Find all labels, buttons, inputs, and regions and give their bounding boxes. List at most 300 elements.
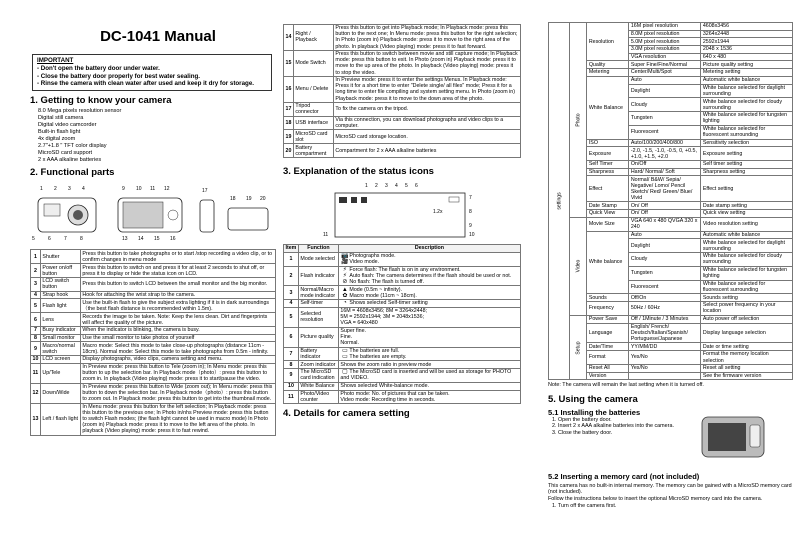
part-name: Busy indicator bbox=[40, 327, 80, 335]
callout-7: 7 bbox=[64, 236, 67, 243]
status-icon: ✿ bbox=[342, 292, 348, 299]
part-number: 20 bbox=[284, 144, 294, 158]
callout-13: 13 bbox=[122, 236, 128, 243]
setting-name: White balance bbox=[587, 231, 629, 294]
small-monitor bbox=[44, 204, 60, 216]
part-description: Use the small monitor to take photos of yourself bbox=[80, 334, 275, 342]
callout-17: 17 bbox=[202, 188, 208, 195]
status-description bbox=[338, 327, 520, 347]
setting-description: Picture quality setting bbox=[701, 61, 793, 69]
table-row bbox=[284, 102, 521, 116]
table-row bbox=[31, 356, 276, 364]
setting-option: Center/Multi/Spot bbox=[629, 69, 701, 77]
part-description: Press this button to switch LCD between the small monitor and the big monitor. bbox=[80, 278, 275, 292]
settings-row bbox=[549, 217, 793, 231]
status-description bbox=[338, 300, 520, 308]
dpad bbox=[168, 210, 178, 220]
column-middle bbox=[283, 0, 521, 552]
status-function: Zoom indicator bbox=[298, 361, 338, 369]
settings-note: Note: The camera will remain the last setting when it is turned off. bbox=[548, 382, 704, 389]
part-number: 2 bbox=[31, 264, 41, 278]
status-description-text: 5M = 2592x1944; 3M = 2048x1536; bbox=[340, 314, 425, 321]
status-description-line bbox=[340, 362, 518, 368]
status-function: Photo/Video counter bbox=[298, 390, 338, 404]
status-callout-3: 3 bbox=[385, 183, 388, 190]
part-number: 19 bbox=[284, 130, 294, 144]
part-number: 7 bbox=[31, 327, 41, 335]
callout-5: 5 bbox=[32, 236, 35, 243]
status-item-number: 2 bbox=[284, 266, 299, 286]
setting-option: YY/MM/DD bbox=[629, 343, 701, 351]
column-left bbox=[30, 0, 276, 552]
status-function: Flash indicator bbox=[298, 266, 338, 286]
section-heading-3: 3. Explanation of the status icons bbox=[283, 166, 434, 178]
callout-6: 6 bbox=[48, 236, 51, 243]
memory-steps bbox=[552, 503, 793, 510]
status-description-text: Photo mode: No. of pictures that can be taken. bbox=[340, 390, 450, 397]
status-description-line bbox=[340, 383, 518, 389]
section-heading-1: 1. Getting to know your camera bbox=[30, 95, 172, 107]
part-name: Menu / Delete bbox=[293, 76, 333, 102]
setting-option: Daylight bbox=[629, 239, 701, 253]
setting-description: White balance selected for tungsten lighting bbox=[701, 266, 793, 280]
setting-description: Automatic white balance bbox=[701, 231, 793, 239]
lcd-screen bbox=[123, 202, 163, 228]
status-description-text: 16M = 4608x3456; 8M = 3264x2448; bbox=[340, 308, 427, 315]
status-description bbox=[338, 382, 520, 390]
part-number: 1 bbox=[31, 250, 41, 264]
section-heading-5: 5. Using the camera bbox=[548, 393, 638, 405]
feature-item: 2 x AAA alkaline batteries bbox=[38, 156, 102, 163]
part-name: Right / Playback bbox=[293, 25, 333, 51]
status-description-text: VGA = 640x480 bbox=[340, 320, 378, 327]
setting-name: Format bbox=[587, 351, 629, 365]
status-description-text: Shows selected White-balance mode. bbox=[340, 383, 430, 390]
part-description: To fix the camera on the tripod. bbox=[333, 102, 520, 116]
feature-item: 4x digital zoom bbox=[38, 135, 76, 142]
status-icon: ◔ bbox=[343, 300, 347, 307]
part-description: MicroSD card storage location. bbox=[333, 130, 520, 144]
status-description-text: Video mode: Recording time in seconds. bbox=[340, 396, 436, 403]
settings-group-cell bbox=[549, 23, 570, 380]
part-number: 14 bbox=[284, 25, 294, 51]
setting-name: Metering bbox=[587, 69, 629, 77]
status-item-number: 6 bbox=[284, 327, 299, 347]
setting-option: On/Off bbox=[629, 161, 701, 169]
status-description-text: Normal. bbox=[340, 340, 359, 347]
part-description: When the indicator is blinking, the camera is busy. bbox=[80, 327, 275, 335]
setting-name: Quality bbox=[587, 61, 629, 69]
camera-side bbox=[200, 200, 214, 232]
callout-9: 9 bbox=[122, 186, 125, 193]
macro-icon bbox=[361, 197, 367, 203]
part-number: 6 bbox=[31, 313, 41, 327]
part-name: Small monitor bbox=[40, 334, 80, 342]
table-row bbox=[31, 327, 276, 335]
setting-option: Yes/No bbox=[629, 364, 701, 372]
part-name: LCD switch button bbox=[40, 278, 80, 292]
setting-option: Off / 1Minute / 3 Minutes bbox=[629, 315, 701, 323]
setting-description: White balance selected for cloudy surrounding bbox=[701, 98, 793, 112]
battery-icon bbox=[449, 197, 459, 202]
setting-description: 640 x 480 bbox=[701, 53, 793, 61]
callout-19: 19 bbox=[246, 196, 252, 203]
camera-diagram bbox=[30, 180, 276, 244]
status-description bbox=[338, 252, 520, 266]
feature-item: Digital still camera bbox=[38, 115, 84, 122]
status-function: Battery indicator bbox=[298, 347, 338, 361]
part-number: 11 bbox=[31, 363, 41, 383]
part-description: Press this button to get into Playback mode; In Playback mode: press this button to the next one; In Menu mode: press this button for the right selection; In Photo (zoom in) Playback mode: press it to move to the right area of the photo. In playback (Video playing) mode: press it to fast forward. bbox=[333, 25, 520, 51]
status-callout-10: 10 bbox=[469, 232, 475, 239]
setting-option: English/ French/ Deutsch/Italian/Spanish/ Portuguese/Japanese bbox=[629, 323, 701, 343]
setting-description: Sensitivity selection bbox=[701, 139, 793, 147]
important-box bbox=[32, 54, 272, 91]
setting-name: Quick View bbox=[587, 210, 629, 218]
status-description bbox=[338, 347, 520, 361]
part-description: Hook for attaching the wrist strap to the camera. bbox=[80, 291, 275, 299]
setting-description: Reset all setting bbox=[701, 364, 793, 372]
setting-description: White balance selected for cloudy surrounding bbox=[701, 253, 793, 267]
status-description-text: Super fine. bbox=[340, 328, 367, 335]
part-number: 3 bbox=[31, 278, 41, 292]
part-description: In Menu mode: press this button for the left selection; In Playback mode: press this button to the previous one; In Photo in/nhs Preview mode: press this button to switch Flash modes; (the flash light cannot be used in macro mode) In Photo (zoom in) Playback mode: press it to move to the left area of the photo. In playback (Video playing) mode: press it to fast rewind. bbox=[80, 403, 275, 435]
status-description-text: Fine. bbox=[340, 334, 353, 341]
status-description-text: Auto flash: The camera determines if the flash should be used or not. bbox=[349, 272, 512, 279]
table-row bbox=[284, 307, 521, 327]
table-row bbox=[284, 266, 521, 286]
settings-row bbox=[549, 23, 793, 31]
col-item: Item bbox=[285, 245, 297, 252]
callout-2: 2 bbox=[54, 186, 57, 193]
setting-option: Auto bbox=[629, 76, 701, 84]
setting-option: 8.0M pixel resolution bbox=[629, 30, 701, 38]
status-item-number: 8 bbox=[284, 361, 299, 369]
battery-step: 3. Close the battery door. bbox=[552, 430, 613, 437]
part-number: 17 bbox=[284, 102, 294, 116]
status-description-text: Force flash: The flash is on in any environment. bbox=[349, 266, 461, 273]
table-row bbox=[284, 382, 521, 390]
settings-subgroup-label: Setup bbox=[575, 341, 582, 355]
important-line: - Rinse the camera with clean water after used and keep it dry for storage. bbox=[37, 80, 254, 88]
status-function: Picture quality bbox=[298, 327, 338, 347]
setting-option: Fluorescent bbox=[629, 125, 701, 139]
table-row bbox=[284, 327, 521, 347]
status-icon: ▭ bbox=[342, 347, 348, 354]
table-row bbox=[31, 278, 276, 292]
important-line: - Close the battery door properly for best water sealing. bbox=[37, 72, 200, 80]
status-icon: ▢ bbox=[342, 369, 348, 376]
battery-door bbox=[750, 425, 760, 447]
setting-description: Exposure setting bbox=[701, 147, 793, 161]
setting-description: 4608x3456 bbox=[701, 23, 793, 31]
status-item-number: 11 bbox=[284, 390, 299, 404]
table-row bbox=[284, 347, 521, 361]
part-name: Power on/off button bbox=[40, 264, 80, 278]
table-row bbox=[284, 361, 521, 369]
part-name: Tripod connector bbox=[293, 102, 333, 116]
setting-option bbox=[629, 372, 701, 380]
zoom-readout: 1.2x bbox=[433, 209, 443, 216]
settings-table bbox=[548, 22, 793, 380]
setting-description: 3264x2448 bbox=[701, 30, 793, 38]
table-row bbox=[284, 390, 521, 404]
status-icon: ▭ bbox=[342, 353, 348, 360]
settings-subgroup-cell bbox=[570, 217, 587, 315]
setting-option: Tungsten bbox=[629, 266, 701, 280]
setting-option: Cloudy bbox=[629, 98, 701, 112]
camera-screen-illustration bbox=[708, 423, 746, 451]
status-description bbox=[338, 390, 520, 404]
manual-title: DC-1041 Manual bbox=[100, 28, 216, 45]
status-callout-1: 1 bbox=[365, 183, 368, 190]
setting-name: ISO bbox=[587, 139, 629, 147]
setting-description: Sharpness setting bbox=[701, 168, 793, 176]
part-description: In Preview mode: press this button to Tele (zoom in); In Menu mode: press this button to up the selection bar. In Playback mode（photo）: press this button to zoom in. In playback (Video playing) mode: press it to start/pause the video. bbox=[80, 363, 275, 383]
status-icons-table bbox=[283, 244, 521, 404]
callout-10: 10 bbox=[136, 186, 142, 193]
status-description-text: No flash: The flash is turned off. bbox=[349, 278, 424, 285]
status-icon: ⚡ bbox=[342, 266, 348, 273]
setting-description: White balance selected for daylight surrounding bbox=[701, 84, 793, 98]
setting-option: Cloudy bbox=[629, 253, 701, 267]
status-function: Selected resolution bbox=[298, 307, 338, 327]
setting-name: Language bbox=[587, 323, 629, 343]
status-screen-diagram bbox=[283, 179, 521, 239]
flash-icon bbox=[351, 197, 357, 203]
setting-name: Resolution bbox=[587, 23, 629, 61]
setting-option: 16M pixel resolution bbox=[629, 23, 701, 31]
setting-description: Date stamp setting bbox=[701, 202, 793, 210]
part-name: Mode Switch bbox=[293, 50, 333, 76]
part-name: Strap hook bbox=[40, 291, 80, 299]
setting-name: Sounds bbox=[587, 294, 629, 302]
setting-option: Normal/ B&W/ Sepia/ Negative/ Lomo/ Pencil Sketch/ Red/ Green/ Blue/ Vivid bbox=[629, 176, 701, 202]
setting-description: See the firmware version bbox=[701, 372, 793, 380]
part-description: Records the image to be taken. Note: Keep the lens clean. Dirt and fingerprints will affect the quality of the picture. bbox=[80, 313, 275, 327]
status-function: White Balance bbox=[298, 382, 338, 390]
setting-description: White balance selected for fluorescent surrounding bbox=[701, 125, 793, 139]
part-number: 18 bbox=[284, 116, 294, 130]
setting-description: Effect setting bbox=[701, 176, 793, 202]
status-description bbox=[338, 286, 520, 300]
settings-row bbox=[549, 315, 793, 323]
status-item-number: 5 bbox=[284, 307, 299, 327]
table-row bbox=[284, 116, 521, 130]
part-number: 5 bbox=[31, 299, 41, 313]
setting-option: Yes/No bbox=[629, 351, 701, 365]
status-description-line bbox=[340, 279, 518, 285]
part-number: 8 bbox=[31, 334, 41, 342]
table-row bbox=[31, 299, 276, 313]
setting-description: Quick view setting bbox=[701, 210, 793, 218]
table-row bbox=[31, 342, 276, 356]
status-description-text: Photographs mode. bbox=[349, 253, 396, 260]
status-description-line bbox=[340, 300, 518, 306]
table-row bbox=[284, 300, 521, 308]
setting-name: Date/Time bbox=[587, 343, 629, 351]
setting-name: Self Timer bbox=[587, 161, 629, 169]
table-row bbox=[31, 334, 276, 342]
status-item-number: 4 bbox=[284, 300, 299, 308]
callout-1: 1 bbox=[40, 186, 43, 193]
setting-description: Auto power off selection bbox=[701, 315, 793, 323]
status-icon: 📷 bbox=[341, 253, 349, 260]
table-row bbox=[284, 252, 521, 266]
part-number: 13 bbox=[31, 403, 41, 435]
status-description-line bbox=[340, 259, 518, 265]
table-row bbox=[284, 144, 521, 158]
lens-center bbox=[73, 210, 83, 220]
setting-description: Self timer setting bbox=[701, 161, 793, 169]
part-name: Flash light bbox=[40, 299, 80, 313]
status-description-text: The batteries are full. bbox=[349, 347, 400, 354]
part-description: Display photographs, video clips, camera setting and menu. bbox=[80, 356, 275, 364]
setting-option: On/ Off bbox=[629, 202, 701, 210]
part-description: Press this button to switch on and press it for at least 2 seconds to shut off, or press it to display or hide the status icon on LCD. bbox=[80, 264, 275, 278]
settings-subgroup-label: Photo bbox=[575, 113, 582, 127]
status-description-text: The batteries are empty. bbox=[349, 353, 407, 360]
part-number: 9 bbox=[31, 342, 41, 356]
setting-option: 3.0M pixel resolution bbox=[629, 46, 701, 54]
status-callout-4: 4 bbox=[395, 183, 398, 190]
status-item-number: 9 bbox=[284, 369, 299, 383]
setting-option: Off/On bbox=[629, 294, 701, 302]
part-name: Left / flash light bbox=[40, 403, 80, 435]
section-heading-4: 4. Details for camera setting bbox=[283, 408, 410, 420]
setting-name: Movie Size bbox=[587, 217, 629, 231]
setting-option: Auto bbox=[629, 231, 701, 239]
status-function: Normal/Macro mode indicator bbox=[298, 286, 338, 300]
status-callout-11: 11 bbox=[323, 232, 329, 239]
setting-option: Fluorescent bbox=[629, 280, 701, 294]
table-row bbox=[284, 25, 521, 51]
status-callout-9: 9 bbox=[469, 223, 472, 230]
setting-name: Exposure bbox=[587, 147, 629, 161]
table-row bbox=[31, 264, 276, 278]
part-description: Use the built-in flash to give the subject extra lighting if it is in dark surroundings（the best flash distance is recommended within 1.5m). bbox=[80, 299, 275, 313]
status-description bbox=[338, 369, 520, 383]
setting-description: 2592x1944 bbox=[701, 38, 793, 46]
status-description-text: Macro mode (11cm ~ 18cm). bbox=[349, 292, 417, 299]
setting-description: Video resolution setting bbox=[701, 217, 793, 231]
status-callout-2: 2 bbox=[375, 183, 378, 190]
status-description-line bbox=[340, 293, 518, 299]
memory-text-2: Follow the instructions below to insert the optional MicroSD memory card into the camera. bbox=[548, 496, 763, 503]
status-description bbox=[338, 361, 520, 369]
status-icon: ⚡ bbox=[342, 272, 348, 279]
parts-table bbox=[30, 249, 276, 435]
callout-14: 14 bbox=[138, 236, 144, 243]
status-description-text: Shows the zoom ratio in preview mode bbox=[340, 361, 432, 368]
status-description-text: Mode (0.5m ~ infinity). bbox=[349, 286, 402, 293]
setting-description: Display language selection bbox=[701, 323, 793, 343]
part-name: Up/Tele bbox=[40, 363, 80, 383]
settings-subgroup-cell bbox=[570, 23, 587, 218]
setting-name: Version bbox=[587, 372, 629, 380]
status-description bbox=[338, 307, 520, 327]
setting-description: White balance selected for daylight surrounding bbox=[701, 239, 793, 253]
setting-name: Reset All bbox=[587, 364, 629, 372]
table-row bbox=[284, 130, 521, 144]
table-row bbox=[31, 383, 276, 403]
setting-option: 50Hz / 60Hz bbox=[629, 302, 701, 316]
setting-name: Effect bbox=[587, 176, 629, 202]
status-icon: ⊘ bbox=[342, 278, 348, 285]
features-list bbox=[38, 108, 276, 163]
part-name: Macro/normal switch bbox=[40, 342, 80, 356]
memory-step: 1. Turn off the camera first. bbox=[552, 502, 617, 509]
setting-description: 2048 x 1536 bbox=[701, 46, 793, 54]
camera-bottom bbox=[228, 208, 268, 230]
setting-name: White Balance bbox=[587, 76, 629, 139]
callout-18: 18 bbox=[230, 196, 236, 203]
column-right bbox=[548, 0, 793, 552]
table-row bbox=[31, 250, 276, 264]
parts-table-continued bbox=[283, 24, 521, 158]
important-heading: IMPORTANT bbox=[37, 57, 74, 64]
subheading-5-1: 5.1 Installing the batteries bbox=[548, 407, 641, 417]
status-description-text: Video mode. bbox=[349, 259, 380, 266]
setting-name: Sharpness bbox=[587, 168, 629, 176]
status-callout-5: 5 bbox=[405, 183, 408, 190]
status-item-number: 10 bbox=[284, 382, 299, 390]
setting-option: Auto/100/200/400/800 bbox=[629, 139, 701, 147]
battery-step: 2. Insert 2 x AAA alkaline batteries into the camera. bbox=[552, 423, 674, 430]
table-row bbox=[31, 313, 276, 327]
callout-16: 16 bbox=[170, 236, 176, 243]
part-name: MicroSD card slot bbox=[293, 130, 333, 144]
status-function: The MicroSD card indication bbox=[298, 369, 338, 383]
part-description: Via this connection, you can download photographs and video clips to a computer. bbox=[333, 116, 520, 130]
setting-option: Daylight bbox=[629, 84, 701, 98]
part-name: Lens bbox=[40, 313, 80, 327]
setting-description: Sounds setting bbox=[701, 294, 793, 302]
table-row bbox=[31, 363, 276, 383]
status-item-number: 7 bbox=[284, 347, 299, 361]
status-icon: 🎥 bbox=[341, 259, 349, 266]
status-item-number: 3 bbox=[284, 286, 299, 300]
status-description-text: The MicroSD card is inserted and will be used as storage for PHOTO and VIDEO. bbox=[340, 369, 512, 382]
status-description-line bbox=[340, 340, 518, 346]
status-description-text: Shows selected Self-timer setting bbox=[349, 300, 428, 307]
setting-description: Date or time setting bbox=[701, 343, 793, 351]
col-function: Function bbox=[298, 245, 338, 253]
mode-icon bbox=[339, 197, 347, 203]
feature-item: Built-in flash light bbox=[38, 128, 81, 135]
table-row bbox=[31, 403, 276, 435]
setting-option: VGA resolution bbox=[629, 53, 701, 61]
callout-3: 3 bbox=[68, 186, 71, 193]
battery-door-illustration bbox=[698, 411, 778, 463]
important-line: - Don't open the battery door under water. bbox=[37, 64, 160, 72]
feature-item: 2.7"+1.8 " TFT color display bbox=[38, 142, 107, 149]
setting-option: VGA 640 x 480 QVGA 320 x 240 bbox=[629, 217, 701, 231]
setting-name: Date Stamp bbox=[587, 202, 629, 210]
setting-name: Frequency bbox=[587, 302, 629, 316]
status-callout-8: 8 bbox=[469, 209, 472, 216]
battery-step: 1. Open the battery door. bbox=[552, 416, 612, 423]
table-row bbox=[284, 369, 521, 383]
table-row bbox=[284, 50, 521, 76]
callout-8: 8 bbox=[80, 236, 83, 243]
part-number: 16 bbox=[284, 76, 294, 102]
part-name: LCD screen bbox=[40, 356, 80, 364]
setting-name: Power Save bbox=[587, 315, 629, 323]
setting-option: Hard/ Normal/ Soft bbox=[629, 168, 701, 176]
part-name: Down/Wide bbox=[40, 383, 80, 403]
subheading-5-2: 5.2 Inserting a memory card (not included) bbox=[548, 471, 700, 481]
